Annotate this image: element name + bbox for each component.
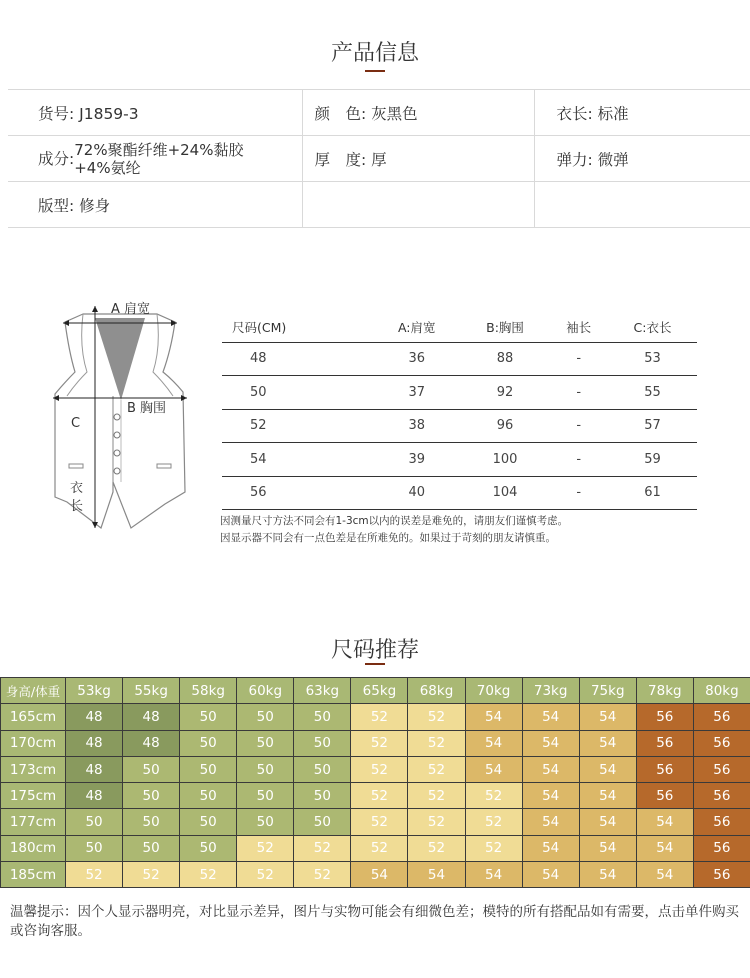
size-cell: 96 (461, 409, 550, 443)
size-cell: 61 (608, 476, 697, 510)
recommended-size-cell: 52 (351, 835, 408, 861)
size-row (222, 409, 697, 443)
recommended-size-cell: 56 (693, 835, 750, 861)
size-cell: 52 (222, 409, 373, 443)
recommended-size-cell: 50 (123, 783, 180, 809)
recommended-size-cell: 52 (465, 809, 522, 835)
warm-tip: 温馨提示：因个人显示器明亮，对比显示差异，图片与实物可能会有细微色差；模特的所有搭配品如有需要，点击单件购买或咨询客服。 (10, 904, 739, 939)
recommended-size-cell: 50 (294, 809, 351, 835)
recommended-size-cell: 54 (465, 756, 522, 782)
size-table (222, 312, 697, 510)
vest-diagram (45, 292, 195, 532)
recommended-size-cell: 54 (522, 809, 579, 835)
weight-header: 55kg (123, 678, 180, 704)
recommendation-title: 尺码推荐 (330, 638, 419, 663)
size-row (222, 342, 697, 376)
vest-button (114, 450, 120, 456)
height-row (1, 835, 750, 861)
size-cell: 100 (461, 443, 550, 477)
height-header: 165cm (1, 704, 66, 730)
recommended-size-cell: 52 (294, 835, 351, 861)
weight-header: 68kg (408, 678, 465, 704)
recommended-size-cell: 50 (180, 809, 237, 835)
height-row (1, 809, 750, 835)
recommended-size-cell: 52 (351, 783, 408, 809)
size-cell: 57 (608, 409, 697, 443)
col-sleeve: 袖长 (549, 312, 608, 342)
recommended-size-cell: 54 (408, 862, 465, 888)
size-cell: 54 (222, 443, 373, 477)
recommended-size-cell: 52 (294, 862, 351, 888)
height-header: 175cm (1, 783, 66, 809)
recommended-size-cell: 54 (579, 783, 636, 809)
height-row (1, 756, 750, 782)
height-header: 180cm (1, 835, 66, 861)
recommended-size-cell: 52 (408, 809, 465, 835)
recommended-size-cell: 50 (123, 756, 180, 782)
info-cell-length: 衣长: 标准 (534, 90, 750, 136)
vest-button (114, 468, 120, 474)
size-cell: 88 (461, 342, 550, 376)
weight-header: 75kg (579, 678, 636, 704)
info-cell-empty (302, 182, 534, 228)
weight-header: 70kg (465, 678, 522, 704)
recommended-size-cell: 54 (636, 862, 693, 888)
recommended-size-cell: 50 (237, 783, 294, 809)
recommended-size-cell: 50 (180, 756, 237, 782)
vest-button (114, 432, 120, 438)
recommended-size-cell: 50 (294, 704, 351, 730)
product-info-title: 产品信息 (330, 41, 419, 66)
recommended-size-cell: 52 (351, 730, 408, 756)
size-cell: 92 (461, 376, 550, 410)
recommended-size-cell: 52 (237, 862, 294, 888)
recommended-size-cell: 50 (180, 704, 237, 730)
info-cell-material: 成分: 72%聚酯纤维+24%黏胶 +4%氨纶 (8, 136, 302, 182)
recommended-size-cell: 54 (465, 862, 522, 888)
size-cell: - (549, 409, 608, 443)
height-row (1, 862, 750, 888)
recommended-size-cell: 54 (636, 809, 693, 835)
recommended-size-cell: 54 (522, 835, 579, 861)
recommended-size-cell: 52 (408, 783, 465, 809)
recommended-size-cell: 54 (522, 730, 579, 756)
vest-pocket-right (157, 464, 171, 468)
recommended-size-cell: 56 (693, 756, 750, 782)
size-cell: 40 (373, 476, 461, 510)
recommended-size-cell: 54 (636, 835, 693, 861)
weight-header: 53kg (66, 678, 123, 704)
product-info-table (8, 89, 750, 228)
recommended-size-cell: 52 (237, 835, 294, 861)
vest-button (114, 414, 120, 420)
recommended-size-cell: 52 (351, 809, 408, 835)
recommended-size-cell: 56 (693, 704, 750, 730)
recommended-size-cell: 48 (123, 704, 180, 730)
recommended-size-cell: 54 (522, 704, 579, 730)
recommended-size-cell: 56 (693, 730, 750, 756)
size-cell: 59 (608, 443, 697, 477)
weight-header: 80kg (693, 678, 750, 704)
size-row (222, 376, 697, 410)
recommended-size-cell: 52 (123, 862, 180, 888)
recommended-size-cell: 48 (123, 730, 180, 756)
recommended-size-cell: 52 (408, 704, 465, 730)
recommended-size-cell: 56 (636, 756, 693, 782)
recommended-size-cell: 54 (579, 730, 636, 756)
recommended-size-cell: 54 (579, 835, 636, 861)
recommended-size-cell: 56 (693, 862, 750, 888)
recommended-size-cell: 52 (408, 835, 465, 861)
arrow-icon (92, 306, 98, 312)
size-cell: 37 (373, 376, 461, 410)
info-cell-thickness: 厚 度: 厚 (302, 136, 534, 182)
col-chest: B:胸围 (461, 312, 550, 342)
size-note-2: 因显示器不同会有一点色差是在所难免的。如果过于苛刻的朋友请慎重。 (220, 532, 556, 544)
size-row (222, 476, 697, 510)
size-note-1: 因测量尺寸方法不同会有1-3cm以内的误差是难免的，请朋友们谨慎考虑。 (220, 515, 569, 527)
recommended-size-cell: 52 (351, 704, 408, 730)
recommended-size-cell: 52 (408, 756, 465, 782)
height-header: 177cm (1, 809, 66, 835)
height-header: 173cm (1, 756, 66, 782)
weight-header: 58kg (180, 678, 237, 704)
info-cell-fit: 版型: 修身 (8, 182, 302, 228)
weight-header: 63kg (294, 678, 351, 704)
recommended-size-cell: 54 (522, 756, 579, 782)
col-length: C:衣长 (608, 312, 697, 342)
recommended-size-cell: 48 (66, 756, 123, 782)
recommended-size-cell: 50 (66, 809, 123, 835)
size-cell: - (549, 476, 608, 510)
recommended-size-cell: 48 (66, 704, 123, 730)
height-row (1, 730, 750, 756)
size-cell: 104 (461, 476, 550, 510)
recommended-size-cell: 54 (522, 862, 579, 888)
size-cell: 39 (373, 443, 461, 477)
recommended-size-cell: 56 (693, 783, 750, 809)
recommended-size-cell: 52 (465, 835, 522, 861)
recommended-size-cell: 50 (294, 783, 351, 809)
recommended-size-cell: 54 (351, 862, 408, 888)
recommended-size-cell: 50 (180, 783, 237, 809)
arrow-icon (181, 395, 187, 401)
recommended-size-cell: 50 (237, 704, 294, 730)
recommended-size-cell: 50 (180, 730, 237, 756)
recommended-size-cell: 56 (636, 783, 693, 809)
info-row (8, 90, 750, 136)
recommended-size-cell: 48 (66, 783, 123, 809)
size-cell: 53 (608, 342, 697, 376)
label-length-1: 衣 (70, 481, 84, 496)
recommended-size-cell: 50 (66, 835, 123, 861)
size-recommendation-grid (0, 677, 750, 888)
recommended-size-cell: 50 (123, 835, 180, 861)
label-shoulder: A 肩宽 (111, 302, 151, 317)
height-row (1, 783, 750, 809)
size-cell: 48 (222, 342, 373, 376)
recommended-size-cell: 52 (408, 730, 465, 756)
recommended-size-cell: 52 (66, 862, 123, 888)
recommended-size-cell: 54 (579, 704, 636, 730)
size-cell: 38 (373, 409, 461, 443)
recommended-size-cell: 52 (180, 862, 237, 888)
recommended-size-cell: 54 (522, 783, 579, 809)
recommended-size-cell: 52 (465, 783, 522, 809)
recommended-size-cell: 52 (351, 756, 408, 782)
recommended-size-cell: 56 (636, 704, 693, 730)
info-row (8, 182, 750, 228)
label-c: C (71, 416, 81, 431)
size-cell: 50 (222, 376, 373, 410)
weight-header: 60kg (237, 678, 294, 704)
recommended-size-cell: 54 (579, 756, 636, 782)
info-cell-elasticity: 弹力: 微弹 (534, 136, 750, 182)
weight-header: 65kg (351, 678, 408, 704)
col-size: 尺码(CM) (222, 312, 373, 342)
recommended-size-cell: 56 (636, 730, 693, 756)
recommended-size-cell: 50 (237, 756, 294, 782)
size-row (222, 443, 697, 477)
recommended-size-cell: 54 (579, 809, 636, 835)
size-cell: - (549, 376, 608, 410)
info-row (8, 136, 750, 182)
recommended-size-cell: 56 (693, 809, 750, 835)
info-cell-item-no: 货号: J1859-3 (8, 90, 302, 136)
col-shoulder: A:肩宽 (373, 312, 461, 342)
recommended-size-cell: 50 (180, 835, 237, 861)
size-table-header (222, 312, 697, 342)
size-cell: 56 (222, 476, 373, 510)
recommended-size-cell: 50 (237, 809, 294, 835)
recommended-size-cell: 50 (294, 730, 351, 756)
recommended-size-cell: 50 (123, 809, 180, 835)
height-header: 170cm (1, 730, 66, 756)
info-cell-empty (534, 182, 750, 228)
size-cell: - (549, 342, 608, 376)
recommended-size-cell: 50 (237, 730, 294, 756)
title-underline (365, 70, 385, 72)
weight-header-row (1, 678, 750, 704)
vest-pocket-left (69, 464, 83, 468)
recommended-size-cell: 48 (66, 730, 123, 756)
weight-header: 73kg (522, 678, 579, 704)
title-underline (365, 663, 385, 665)
label-chest: B 胸围 (127, 401, 167, 416)
recommended-size-cell: 54 (579, 862, 636, 888)
size-cell: - (549, 443, 608, 477)
recommended-size-cell: 54 (465, 704, 522, 730)
height-row (1, 704, 750, 730)
label-length-2: 长 (70, 499, 84, 514)
size-cell: 36 (373, 342, 461, 376)
info-cell-color: 颜 色: 灰黑色 (302, 90, 534, 136)
weight-header: 78kg (636, 678, 693, 704)
recommended-size-cell: 50 (294, 756, 351, 782)
grid-corner: 身高/体重 (1, 678, 66, 704)
height-header: 185cm (1, 862, 66, 888)
size-cell: 55 (608, 376, 697, 410)
recommended-size-cell: 54 (465, 730, 522, 756)
